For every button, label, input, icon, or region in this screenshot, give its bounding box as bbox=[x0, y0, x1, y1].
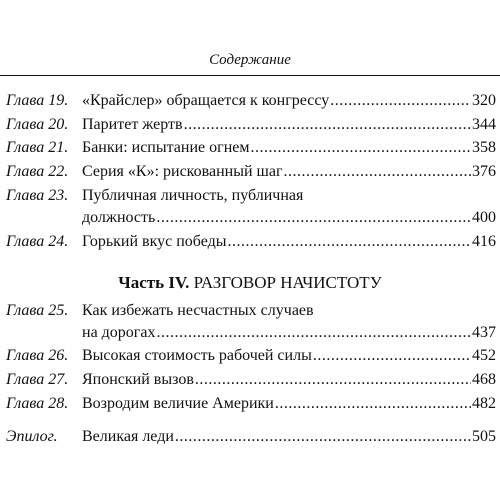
dot-leader bbox=[195, 369, 471, 391]
chapter-label: Глава 23. bbox=[6, 187, 69, 204]
chapter-title-cont: на дорогах bbox=[82, 324, 156, 341]
chapter-label: Эпилог. bbox=[6, 428, 58, 445]
dot-leader bbox=[284, 161, 472, 183]
chapter-label: Глава 26. bbox=[6, 347, 69, 364]
chapter-label: Глава 24. bbox=[6, 233, 69, 250]
header-rule bbox=[0, 75, 500, 76]
chapter-title: Японский вызов bbox=[82, 371, 194, 388]
chapter-title: Возродим величие Америки bbox=[82, 395, 274, 412]
chapter-title: Паритет жертв bbox=[82, 116, 183, 133]
chapter-title: Великая леди bbox=[82, 428, 174, 445]
dot-leader bbox=[275, 393, 471, 415]
chapter-title: «Крайслер» обращается к конгрессу bbox=[82, 92, 330, 109]
chapter-title-cont: должность bbox=[82, 209, 156, 226]
dot-leader bbox=[228, 231, 471, 253]
page-number: 358 bbox=[472, 139, 496, 156]
chapter-label: Глава 20. bbox=[6, 116, 69, 133]
part-label: Часть IV. bbox=[118, 273, 190, 292]
dot-leader bbox=[184, 114, 471, 136]
page-number: 468 bbox=[472, 371, 496, 388]
part-heading bbox=[0, 273, 500, 293]
chapter-label: Глава 27. bbox=[6, 371, 69, 388]
chapter-label: Глава 19. bbox=[6, 92, 69, 109]
page-number: 400 bbox=[472, 209, 496, 226]
chapter-title: Высокая стоимость рабочей силы bbox=[82, 347, 312, 364]
chapter-title: Горький вкус победы bbox=[82, 233, 227, 250]
page-number: 452 bbox=[472, 347, 496, 364]
page-number: 344 bbox=[472, 116, 496, 133]
running-head: Содержание bbox=[209, 52, 291, 68]
dot-leader bbox=[156, 207, 471, 229]
chapter-title: Банки: испытание огнем bbox=[82, 139, 250, 156]
page-number: 416 bbox=[472, 233, 496, 250]
chapter-title: Серия «К»: рискованный шаг bbox=[82, 163, 283, 180]
dot-leader bbox=[175, 426, 471, 448]
chapter-title: Как избежать несчастных случаев bbox=[82, 302, 314, 319]
page-number: 376 bbox=[472, 163, 496, 180]
chapter-label: Глава 21. bbox=[6, 139, 69, 156]
chapter-title: Публичная личность, публичная bbox=[82, 187, 304, 204]
page-number: 482 bbox=[472, 395, 496, 412]
chapter-label: Глава 22. bbox=[6, 163, 69, 180]
dot-leader bbox=[313, 345, 471, 367]
part-title: РАЗГОВОР НАЧИСТОТУ bbox=[193, 273, 382, 292]
page-number: 505 bbox=[472, 428, 496, 445]
dot-leader bbox=[330, 90, 471, 112]
chapter-label: Глава 28. bbox=[6, 395, 69, 412]
chapter-label: Глава 25. bbox=[6, 302, 69, 319]
dot-leader bbox=[250, 137, 471, 159]
page-number: 320 bbox=[472, 92, 496, 109]
dot-leader bbox=[156, 322, 471, 344]
page-number: 437 bbox=[472, 324, 496, 341]
